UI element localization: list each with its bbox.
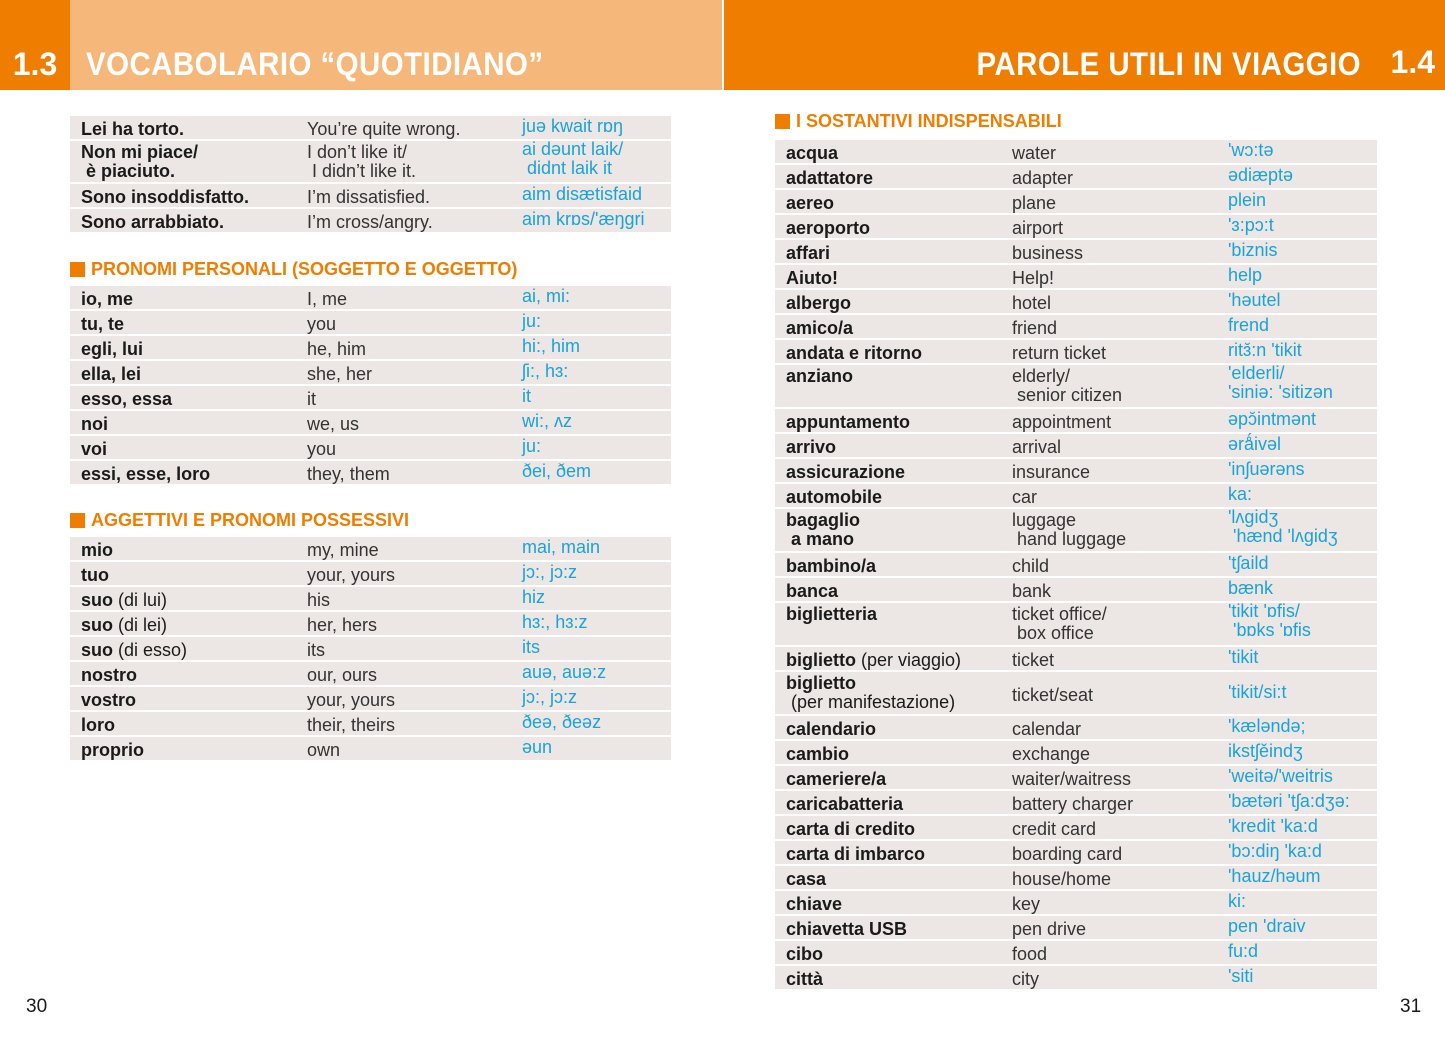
table-row — [70, 386, 671, 409]
table-row — [775, 165, 1377, 188]
italian-term — [81, 120, 184, 139]
phonetic-transcription: frend — [1228, 315, 1270, 335]
table-row — [70, 461, 671, 484]
italian-term — [786, 945, 823, 964]
italian-term — [786, 605, 877, 624]
sostantivi-table — [775, 140, 1377, 991]
phonetic-transcription: ka: — [1228, 484, 1253, 504]
italian-word: assicurazione — [786, 462, 906, 482]
italian-term — [81, 415, 108, 434]
table-row — [775, 509, 1377, 551]
italian-word: appuntamento — [786, 412, 910, 432]
table-row — [775, 603, 1377, 645]
italian-term — [786, 244, 830, 263]
italian-word: adattatore — [786, 168, 874, 188]
table-row — [70, 662, 671, 685]
page-title-right: PAROLE UTILI IN VIAGGIO — [976, 46, 1361, 82]
english-translation: key — [1012, 894, 1041, 914]
italian-word: Non mi piace/ è piaciuto. — [81, 142, 199, 181]
table-row — [775, 315, 1377, 338]
table-row — [775, 265, 1377, 288]
phonetic-transcription: auə, auə:z — [522, 662, 607, 682]
english-translation: water — [1012, 143, 1057, 163]
italian-term — [81, 213, 224, 232]
english-translation: ticket office/ box office — [1012, 604, 1107, 643]
english-translation: food — [1012, 944, 1048, 964]
phonetic-transcription: 'hauz/həum — [1228, 866, 1321, 886]
table-row — [70, 537, 671, 560]
italian-word: Aiuto! — [786, 268, 838, 288]
english-translation: you — [307, 439, 337, 459]
phonetic-transcription: hi:, him — [522, 336, 581, 356]
english-translation: Help! — [1012, 268, 1055, 288]
english-translation: ticket — [1012, 650, 1055, 670]
italian-word: biglietto — [786, 673, 856, 693]
table-row — [70, 587, 671, 610]
italian-word: andata e ritorno — [786, 343, 923, 363]
italian-word: cambio — [786, 744, 850, 764]
english-translation: appointment — [1012, 412, 1112, 432]
section-heading-text: AGGETTIVI E PRONOMI POSSESSIVI — [91, 510, 410, 530]
english-translation: adapter — [1012, 168, 1074, 188]
italian-word: ella, lei — [81, 364, 142, 384]
table-row — [775, 190, 1377, 213]
english-translation: your, yours — [307, 690, 396, 710]
table-row — [775, 866, 1377, 889]
phonetic-transcription: fu:d — [1228, 941, 1259, 961]
left-header-band — [0, 0, 722, 90]
english-translation: house/home — [1012, 869, 1112, 889]
italian-term — [786, 144, 838, 163]
italian-word: vostro — [81, 690, 137, 710]
italian-word: esso, essa — [81, 389, 173, 409]
italian-word: mio — [81, 540, 114, 560]
right-header-band — [724, 0, 1445, 90]
italian-term — [81, 143, 198, 181]
italian-term — [786, 870, 826, 889]
italian-term — [786, 845, 925, 864]
phonetic-transcription: 'bɔ:diŋ 'ka:d — [1228, 841, 1322, 861]
phonetic-transcription: ədiæptə — [1228, 165, 1294, 185]
phonetic-transcription: its — [522, 637, 540, 657]
phonetic-transcription: it — [522, 386, 531, 406]
table-row — [775, 409, 1377, 432]
phonetic-transcription: 'wɔ:tə — [1228, 140, 1274, 160]
phonetic-transcription: 'tikit/si:t — [1228, 682, 1287, 702]
english-translation: elderly/ senior citizen — [1012, 366, 1123, 405]
italian-word: città — [786, 969, 824, 989]
english-translation: she, her — [307, 364, 373, 384]
table-row — [775, 916, 1377, 939]
english-translation: exchange — [1012, 744, 1091, 764]
english-translation: pen drive — [1012, 919, 1087, 939]
italian-word: acqua — [786, 143, 839, 163]
italian-term — [786, 219, 870, 238]
table-row — [775, 941, 1377, 964]
phonetic-transcription: mai, main — [522, 537, 601, 557]
phonetic-transcription: ju: — [522, 436, 542, 456]
table-row — [775, 553, 1377, 576]
phonetic-transcription: ʃi:, hɜ: — [522, 361, 569, 381]
table-row — [70, 411, 671, 434]
italian-term — [786, 557, 876, 576]
phonetic-transcription: ai dəunt laik/ didnt laik it — [522, 139, 624, 178]
table-row — [775, 766, 1377, 789]
italian-word: automobile — [786, 487, 883, 507]
table-row — [70, 612, 671, 635]
phonetic-transcription: jɔ:, jɔ:z — [522, 687, 578, 707]
italian-term — [786, 488, 882, 507]
phonetic-transcription: hiz — [522, 587, 546, 607]
section-marker-icon — [775, 114, 790, 129]
table-row — [775, 484, 1377, 507]
english-translation: ticket/seat — [1012, 685, 1094, 705]
section-heading-text: PRONOMI PERSONALI (SOGGETTO E OGGETTO) — [91, 259, 518, 279]
italian-term — [81, 716, 115, 735]
italian-term — [81, 591, 167, 610]
italian-term — [786, 770, 886, 789]
english-translation: hotel — [1012, 293, 1052, 313]
english-translation: its — [307, 640, 325, 660]
phonetic-transcription: 'elderli/ 'siniə: 'sitizən — [1228, 363, 1333, 402]
italian-word: suo — [81, 615, 114, 635]
english-translation: their, theirs — [307, 715, 396, 735]
phonetic-transcription: 'tʃaild — [1228, 553, 1269, 573]
possessivi-table — [70, 537, 671, 762]
italian-term — [786, 820, 915, 839]
italian-term — [786, 651, 961, 670]
phonetic-transcription: 'ɜ:pɔ:t — [1228, 215, 1274, 235]
italian-word: egli, lui — [81, 339, 144, 359]
italian-term — [786, 463, 905, 482]
table-row — [70, 286, 671, 309]
english-translation: his — [307, 590, 331, 610]
table-row — [775, 716, 1377, 739]
italian-term — [81, 290, 133, 309]
italian-term — [81, 340, 143, 359]
english-translation: arrival — [1012, 437, 1062, 457]
table-row — [775, 140, 1377, 163]
page-title-left: VOCABOLARIO “QUOTIDIANO” — [86, 46, 544, 82]
table-row — [70, 436, 671, 459]
table-row — [70, 637, 671, 660]
phonetic-transcription: 'weitə/'weitris — [1228, 766, 1333, 786]
phonetic-transcription: juə kwait rɒŋ — [522, 116, 624, 136]
english-translation: my, mine — [307, 540, 379, 560]
phonetic-transcription: ritɜ̆:n 'tikit — [1228, 340, 1302, 360]
italian-term — [81, 440, 107, 459]
table-row — [775, 340, 1377, 363]
italian-word: suo — [81, 640, 114, 660]
italian-term — [786, 413, 910, 432]
english-translation: credit card — [1012, 819, 1097, 839]
phonetic-transcription: hɜ:, hɜ:z — [522, 612, 588, 632]
phonetic-transcription: 'inʃuərəns — [1228, 459, 1305, 479]
table-row — [775, 459, 1377, 482]
italian-word: carta di imbarco — [786, 844, 926, 864]
english-translation: battery charger — [1012, 794, 1134, 814]
italian-word: proprio — [81, 740, 144, 760]
italian-word: anziano — [786, 366, 854, 386]
italian-term — [81, 741, 144, 760]
table-row — [775, 240, 1377, 263]
table-row — [775, 891, 1377, 914]
section-heading-pronomi — [70, 259, 517, 280]
table-row — [775, 578, 1377, 601]
english-translation: airport — [1012, 218, 1064, 238]
italian-term — [786, 895, 842, 914]
english-translation: I’m dissatisfied. — [307, 187, 431, 207]
phonetic-transcription: 'kredit 'ka:d — [1228, 816, 1318, 836]
phonetic-transcription: aim krɒs/'æŋgri — [522, 209, 645, 229]
phonetic-transcription: pen 'draiv — [1228, 916, 1306, 936]
table-row — [70, 712, 671, 735]
italian-word: calendario — [786, 719, 877, 739]
page-number-right: 31 — [1400, 996, 1422, 1017]
usage-note: (di lei) — [113, 615, 168, 635]
table-row — [775, 791, 1377, 814]
english-translation: we, us — [307, 414, 360, 434]
italian-term — [786, 194, 834, 213]
phonetic-transcription: 'kæləndə; — [1228, 716, 1306, 736]
italian-term — [81, 365, 141, 384]
table-row — [775, 290, 1377, 313]
table-row — [775, 816, 1377, 839]
italian-term — [81, 691, 136, 710]
italian-word: io, me — [81, 289, 134, 309]
italian-word: suo — [81, 590, 114, 610]
phonetic-transcription: 'tikit — [1228, 647, 1259, 667]
english-translation: bank — [1012, 581, 1052, 601]
phonetic-transcription: ki: — [1228, 891, 1246, 911]
italian-word: amico/a — [786, 318, 854, 338]
table-row — [775, 647, 1377, 670]
english-translation: he, him — [307, 339, 367, 359]
english-translation: I’m cross/angry. — [307, 212, 433, 232]
italian-word: carta di credito — [786, 819, 916, 839]
italian-word: Sono arrabbiato. — [81, 212, 225, 232]
phonetic-transcription: 'siti — [1228, 966, 1254, 986]
pronomi-table — [70, 286, 671, 486]
italian-word: essi, esse, loro — [81, 464, 211, 484]
italian-term — [81, 616, 167, 635]
phonetic-transcription: plein — [1228, 190, 1267, 210]
table-row — [775, 841, 1377, 864]
english-translation: own — [307, 740, 341, 760]
phonetic-transcription: 'tikit 'ɒfis/ 'bɒks 'ɒfis — [1228, 601, 1311, 640]
section-marker-icon — [70, 513, 85, 528]
phonetic-transcription: ərǻivəl — [1228, 434, 1282, 454]
english-translation: city — [1012, 969, 1039, 989]
italian-term — [786, 582, 838, 601]
english-translation: I, me — [307, 289, 348, 309]
italian-word: cameriere/a — [786, 769, 887, 789]
table-row — [70, 336, 671, 359]
italian-word: bambino/a — [786, 556, 877, 576]
italian-term — [786, 319, 853, 338]
english-translation: waiter/waitress — [1012, 769, 1132, 789]
table-row — [70, 116, 671, 139]
english-translation: your, yours — [307, 565, 396, 585]
english-translation: child — [1012, 556, 1050, 576]
italian-word: banca — [786, 581, 839, 601]
english-translation: insurance — [1012, 462, 1091, 482]
italian-word: biglietteria — [786, 604, 878, 624]
section-heading-sostantivi — [775, 111, 1062, 132]
phonetic-transcription: ai, mi: — [522, 286, 571, 306]
english-translation: You’re quite wrong. — [307, 119, 461, 139]
english-translation: return ticket — [1012, 343, 1107, 363]
english-translation: our, ours — [307, 665, 378, 685]
italian-word: Sono insoddisfatto. — [81, 187, 249, 207]
italian-word: tu, te — [81, 314, 124, 334]
english-translation: it — [307, 389, 316, 409]
english-translation: luggage hand luggage — [1012, 510, 1127, 549]
section-marker-icon — [70, 262, 85, 277]
italian-term — [786, 920, 907, 939]
usage-note: (di esso) — [113, 640, 188, 660]
table-row — [70, 184, 671, 207]
italian-word: chiavetta USB — [786, 919, 908, 939]
section-heading-text: I SOSTANTIVI INDISPENSABILI — [796, 111, 1062, 131]
italian-term — [786, 367, 853, 386]
italian-term — [81, 465, 210, 484]
table-row — [70, 311, 671, 334]
phonetic-transcription: wi:, ʌz — [522, 411, 573, 431]
table-row — [70, 361, 671, 384]
italian-term — [81, 315, 124, 334]
section-number-1-4: 1.4 — [1390, 44, 1435, 80]
italian-term — [786, 269, 838, 288]
italian-word: affari — [786, 243, 831, 263]
phonetic-transcription: ikstʃěindʒ — [1228, 741, 1303, 761]
italian-term — [81, 566, 109, 585]
table-row — [775, 365, 1377, 407]
italian-word: biglietto — [786, 650, 856, 670]
italian-word: albergo — [786, 293, 852, 313]
english-translation: plane — [1012, 193, 1057, 213]
english-translation: they, them — [307, 464, 390, 484]
italian-word: loro — [81, 715, 115, 735]
usage-note: (per viaggio) — [856, 650, 962, 670]
italian-word: caricabatteria — [786, 794, 904, 814]
section-number-1-3: 1.3 — [0, 0, 70, 90]
table-row — [775, 434, 1377, 457]
italian-word: voi — [81, 439, 108, 459]
table-row — [70, 737, 671, 760]
phonetic-transcription: ðei, ðem — [522, 461, 592, 481]
italian-word: tuo — [81, 565, 109, 585]
table-row — [775, 215, 1377, 238]
italian-term — [786, 511, 860, 549]
usage-note: (per manifestazione) — [791, 692, 956, 712]
italian-term — [786, 745, 849, 764]
english-translation: car — [1012, 487, 1038, 507]
phonetic-transcription: əpɔ̆intmənt — [1228, 409, 1317, 429]
phonetic-transcription: ðeə, ðeəz — [522, 712, 602, 732]
italian-term — [786, 344, 922, 363]
table-row — [70, 209, 671, 232]
page-number-left: 30 — [26, 996, 48, 1017]
phonetic-transcription: 'həutel — [1228, 290, 1281, 310]
italian-word: nostro — [81, 665, 137, 685]
table-row — [775, 741, 1377, 764]
italian-word: Lei ha torto. — [81, 119, 184, 139]
table-row — [775, 966, 1377, 989]
italian-term — [786, 970, 823, 989]
phonetic-transcription: jɔ:, jɔ:z — [522, 562, 578, 582]
italian-term — [786, 795, 903, 814]
phrases-table — [70, 116, 671, 234]
italian-term — [81, 641, 187, 660]
italian-word: bagaglio a mano — [786, 510, 861, 549]
italian-word: chiave — [786, 894, 843, 914]
table-row — [70, 141, 671, 182]
italian-word: noi — [81, 414, 108, 434]
table-row — [70, 687, 671, 710]
italian-word: cibo — [786, 944, 824, 964]
phonetic-transcription: aim disætisfaid — [522, 184, 643, 204]
italian-term — [81, 541, 113, 560]
table-row — [70, 562, 671, 585]
italian-term — [786, 294, 851, 313]
english-translation: you — [307, 314, 337, 334]
phonetic-transcription: 'lʌgidʒ 'hænd 'lʌgidʒ — [1228, 507, 1338, 546]
english-translation: friend — [1012, 318, 1058, 338]
italian-word: aereo — [786, 193, 835, 213]
phonetic-transcription: 'biznis — [1228, 240, 1278, 260]
italian-term — [786, 438, 836, 457]
italian-word: casa — [786, 869, 827, 889]
italian-term — [786, 169, 873, 188]
usage-note: (di lui) — [113, 590, 168, 610]
english-translation: business — [1012, 243, 1084, 263]
english-translation: boarding card — [1012, 844, 1123, 864]
section-heading-possessivi — [70, 510, 409, 531]
english-translation: her, hers — [307, 615, 378, 635]
phonetic-transcription: 'bætəri 'tʃa:dʒə: — [1228, 791, 1350, 811]
italian-term — [786, 720, 876, 739]
italian-term — [81, 666, 137, 685]
phonetic-transcription: ju: — [522, 311, 542, 331]
phonetic-transcription: əun — [522, 737, 553, 757]
english-translation: I don’t like it/ I didn’t like it. — [307, 142, 417, 181]
italian-term — [81, 188, 249, 207]
italian-term — [786, 674, 955, 712]
italian-term — [81, 390, 172, 409]
phonetic-transcription: bænk — [1228, 578, 1274, 598]
english-translation: calendar — [1012, 719, 1082, 739]
italian-word: aeroporto — [786, 218, 871, 238]
phonetic-transcription: help — [1228, 265, 1263, 285]
italian-word: arrivo — [786, 437, 837, 457]
table-row — [775, 672, 1377, 714]
